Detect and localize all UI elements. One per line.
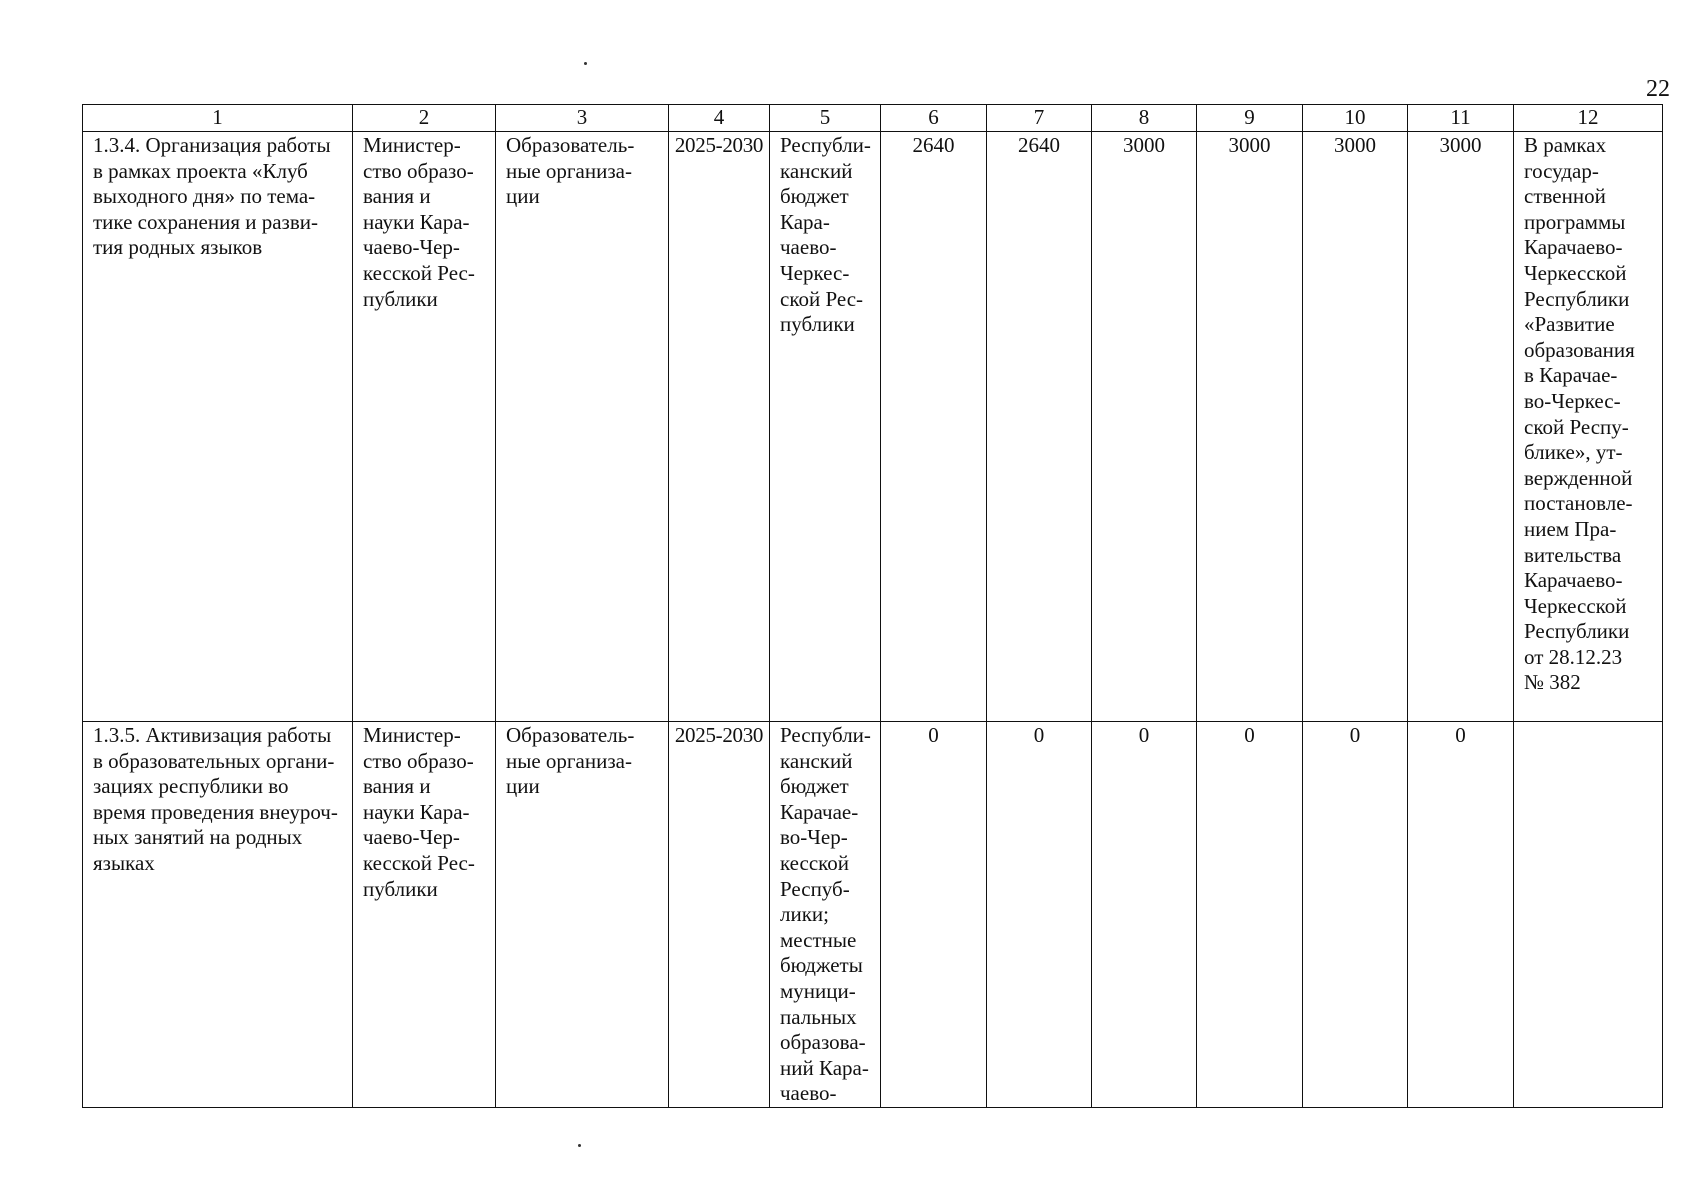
value-cell bbox=[1303, 132, 1408, 722]
participants-cell bbox=[496, 132, 669, 722]
note-text: В рамках государ- ственной программы Карачаево- Черкесской Республики «Развитие образования в Карачае- во-Черкес- ской Респу- блике», ут- вержденной постановле- нием Пра- вительства Карачаево- Черкесской Республики от 28.12.23 № 382 bbox=[1524, 133, 1635, 695]
column-number-2: 2 bbox=[353, 105, 496, 132]
funding-source-cell bbox=[770, 722, 881, 1108]
note-cell bbox=[1514, 722, 1663, 1108]
executor-cell bbox=[353, 132, 496, 722]
measure-text: 1.3.4. Организация работы в рамках проекта «Клуб выходного дня» по тема- тике сохранения и разви- тия родных языков bbox=[93, 133, 331, 260]
value-text: 2640 bbox=[912, 133, 955, 157]
participants-text: Образователь- ные организа- ции bbox=[506, 133, 635, 209]
note-cell bbox=[1514, 132, 1663, 722]
value-text: 0 bbox=[928, 723, 939, 747]
page-number: 22 bbox=[1646, 76, 1670, 102]
period-text: 2025-2030 bbox=[674, 723, 764, 747]
value-text: 3000 bbox=[1334, 133, 1376, 157]
funding-source-text: Республи- канский бюджет Кара- чаево- Черкес- ской Рес- публики bbox=[780, 133, 871, 337]
measure-cell bbox=[83, 722, 353, 1108]
column-number-3: 3 bbox=[496, 105, 669, 132]
column-number-8: 8 bbox=[1092, 105, 1197, 132]
value-cell bbox=[881, 722, 987, 1108]
value-cell bbox=[1092, 132, 1197, 722]
funding-source-cell bbox=[770, 132, 881, 722]
column-number-7: 7 bbox=[987, 105, 1092, 132]
measure-cell bbox=[83, 132, 353, 722]
value-text: 3000 bbox=[1228, 133, 1271, 157]
column-number-10: 10 bbox=[1303, 105, 1408, 132]
column-number-11: 11 bbox=[1408, 105, 1514, 132]
value-cell bbox=[987, 722, 1092, 1108]
table-row bbox=[83, 132, 1663, 722]
table-header-row bbox=[83, 105, 1663, 132]
period-text: 2025-2030 bbox=[674, 133, 764, 157]
executor-text: Министер- ство образо- вания и науки Кара- чаево-Чер- кесской Рес- публики bbox=[363, 133, 475, 311]
note-text bbox=[1514, 722, 1662, 723]
participants-cell bbox=[496, 722, 669, 1108]
value-text: 0 bbox=[1033, 723, 1045, 747]
value-text: 3000 bbox=[1123, 133, 1165, 157]
column-number-5: 5 bbox=[770, 105, 881, 132]
period-cell bbox=[669, 722, 770, 1108]
executor-cell bbox=[353, 722, 496, 1108]
column-number-9: 9 bbox=[1197, 105, 1303, 132]
participants-text: Образователь- ные организа- ции bbox=[506, 723, 635, 799]
table-row bbox=[83, 722, 1663, 1108]
funding-source-text: Республи- канский бюджет Карачае- во-Чер- кесской Респуб- лики; местные бюджеты муници- пальных образова- ний Кара- чаево- bbox=[780, 723, 871, 1106]
period-cell bbox=[669, 132, 770, 722]
scan-speck bbox=[584, 62, 587, 65]
value-cell bbox=[881, 132, 987, 722]
value-text: 2640 bbox=[1018, 133, 1060, 157]
value-text: 0 bbox=[1455, 723, 1466, 747]
value-cell bbox=[1092, 722, 1197, 1108]
column-number-1: 1 bbox=[83, 105, 353, 132]
value-cell bbox=[1408, 722, 1514, 1108]
column-number-4: 4 bbox=[669, 105, 770, 132]
value-cell bbox=[1408, 132, 1514, 722]
column-number-6: 6 bbox=[881, 105, 987, 132]
value-cell bbox=[1197, 722, 1303, 1108]
value-text: 0 bbox=[1349, 723, 1361, 747]
value-text: 0 bbox=[1138, 723, 1150, 747]
measures-table bbox=[82, 104, 1663, 1108]
column-number-12: 12 bbox=[1514, 105, 1663, 132]
value-cell bbox=[987, 132, 1092, 722]
value-text: 3000 bbox=[1439, 133, 1482, 157]
value-cell bbox=[1197, 132, 1303, 722]
measure-text: 1.3.5. Активизация работы в образовательных органи- зациях республики во время проведения внеуроч- ных занятий на родных языках bbox=[93, 723, 338, 875]
scan-speck bbox=[578, 1144, 581, 1147]
value-cell bbox=[1303, 722, 1408, 1108]
executor-text: Министер- ство образо- вания и науки Кара- чаево-Чер- кесской Рес- публики bbox=[363, 723, 475, 901]
value-text: 0 bbox=[1244, 723, 1255, 747]
